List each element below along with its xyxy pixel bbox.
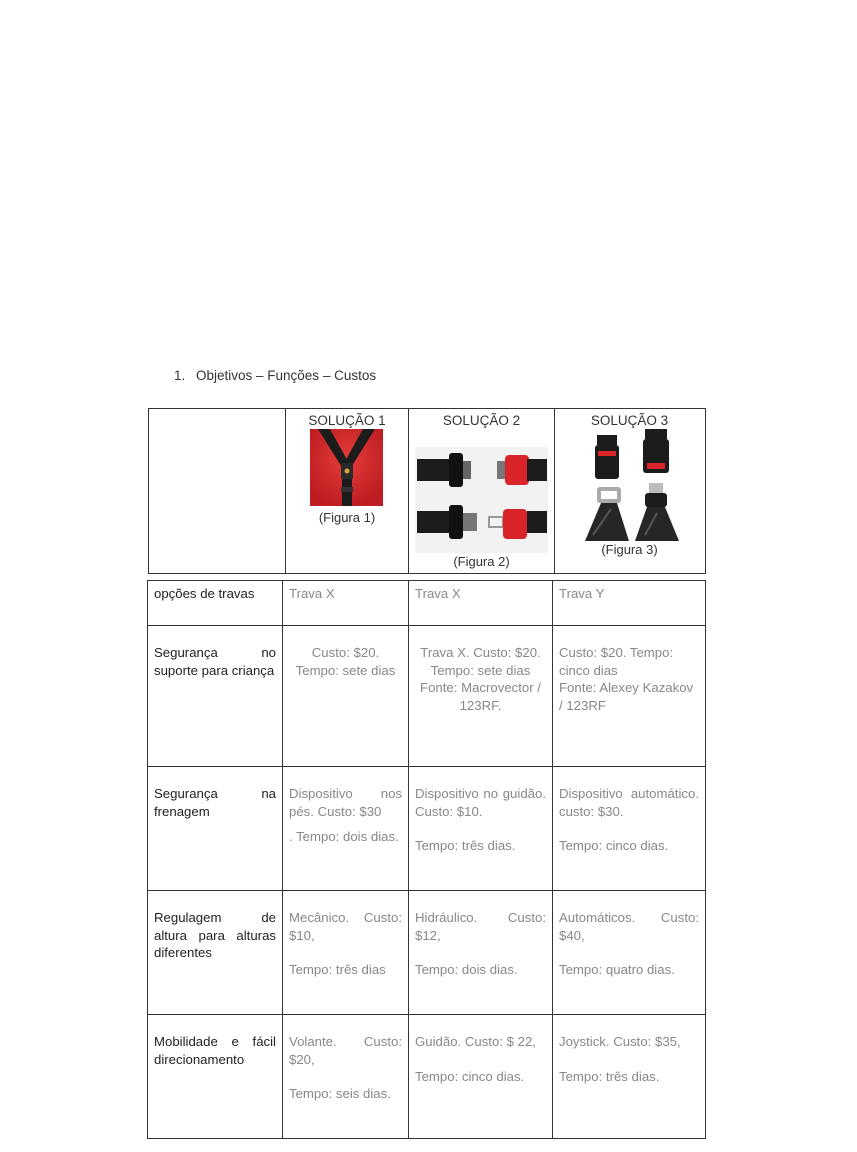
section-heading <box>174 368 376 383</box>
solution-1-value: Volante. Custo: $20, Tempo: seis dias. <box>283 1015 409 1139</box>
row-label: Regulagem de altura para alturas diferentes <box>148 891 283 1015</box>
solution-2-value: Dispositivo no guidão. Custo: $10. Tempo: três dias. <box>409 767 553 891</box>
table-row <box>148 891 706 1015</box>
solution-1-title: SOLUÇÃO 1 <box>308 413 386 428</box>
row-label: Mobilidade e fácil direcionamento <box>148 1015 283 1139</box>
solutions-header-table <box>148 408 706 574</box>
table-row <box>148 767 706 891</box>
solution-1-header <box>285 409 408 573</box>
solution-1-value: Mecânico. Custo: $10, Tempo: três dias <box>283 891 409 1015</box>
table-row <box>148 1015 706 1139</box>
solution-2-value: Trava X. Custo: $20. Tempo: sete dias Fonte: Macrovector / 123RF. <box>409 626 553 767</box>
header-empty-cell <box>149 409 285 573</box>
solution-3-value: Trava Y <box>553 581 706 626</box>
figure-3-caption: (Figura 3) <box>601 542 658 557</box>
criteria-table <box>147 580 706 1139</box>
solution-3-value: Dispositivo automático. custo: $30. Tempo: cinco dias. <box>553 767 706 891</box>
solution-3-value: Joystick. Custo: $35, Tempo: três dias. <box>553 1015 706 1139</box>
seatbelt-buckle-image <box>585 429 679 541</box>
row-label: Segurança na frenagem <box>148 767 283 891</box>
harness-belt-image <box>310 429 383 506</box>
solution-1-value: Custo: $20. Tempo: sete dias <box>283 626 409 767</box>
solution-2-header <box>408 409 554 573</box>
solution-2-value: Guidão. Custo: $ 22, Tempo: cinco dias. <box>409 1015 553 1139</box>
solution-2-title: SOLUÇÃO 2 <box>442 413 521 428</box>
solution-2-value: Trava X <box>409 581 553 626</box>
table-row <box>148 581 706 626</box>
row-label: Segurança no suporte para criança <box>148 626 283 767</box>
solution-2-value: Hidráulico. Custo: $12, Tempo: dois dias. <box>409 891 553 1015</box>
solution-3-value: Custo: $20. Tempo: cinco dias Fonte: Alexey Kazakov / 123RF <box>553 626 706 767</box>
solution-1-value: Dispositivo nos pés. Custo: $30 . Tempo: dois dias. <box>283 767 409 891</box>
figure-1-caption: (Figura 1) <box>318 510 376 525</box>
table-row <box>148 626 706 767</box>
solution-3-title: SOLUÇÃO 3 <box>590 413 669 428</box>
figure-2-caption: (Figura 2) <box>453 554 510 569</box>
solution-3-header <box>554 409 704 573</box>
section-number: 1. <box>174 368 186 383</box>
buckle-belt-image <box>415 447 548 553</box>
row-label: opções de travas <box>148 581 283 626</box>
solution-3-value: Automáticos. Custo: $40, Tempo: quatro dias. <box>553 891 706 1015</box>
solution-1-value: Trava X <box>283 581 409 626</box>
section-title: Objetivos – Funções – Custos <box>196 368 377 383</box>
